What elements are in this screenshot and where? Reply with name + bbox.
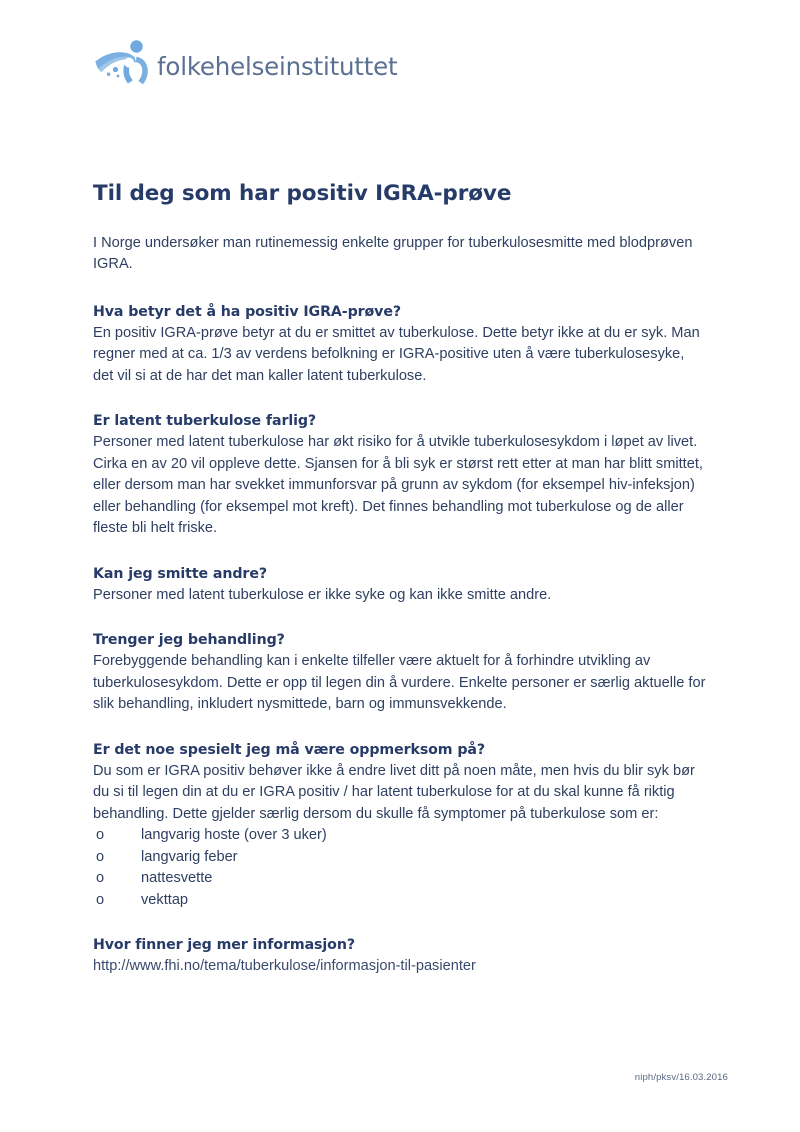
section-body: Forebyggende behandling kan i enkelte tilfeller være aktuelt for å forhindre utvikling av tuberkulosesykdom. Dette er opp til legen din å vurdere. Enkelte personer er særlig aktuelle for slik behandling, inkludert nysmittede, barn og immunsvekkende. (93, 653, 706, 713)
section-mer-informasjon (93, 935, 707, 978)
intro-paragraph: I Norge undersøker man rutinemessig enkelte grupper for tuberkulosesmitte med blodprøven IGRA. (93, 234, 693, 273)
section-trenger-behandling (93, 630, 707, 716)
section-heading: Hva betyr det å ha positiv IGRA-prøve? (93, 303, 401, 320)
section-smitte-andre (93, 564, 707, 607)
list-item-label: nattesvette (141, 870, 213, 887)
list-item-label: langvarig feber (141, 848, 238, 865)
folkehelseinstituttet-figure-icon (93, 38, 149, 90)
section-body: Personer med latent tuberkulose har økt risiko for å utvikle tuberkulosesykdom i løpet av livet. Cirka en av 20 vil oppleve dette. Sjansen for å bli syk er størst rett etter at man har blitt smittet, eller dersom man har svekket immunforsvar på grunn av sykdom (for eksempel hiv-infeksjon) eller behandling (for eksempel mot kreft). Det finnes behandling mot tuberkulose og de aller fleste bli helt friske. (93, 434, 703, 537)
section-heading: Er latent tuberkulose farlig? (93, 413, 317, 430)
section-heading: Trenger jeg behandling? (93, 632, 285, 649)
bullet-marker-icon: o (96, 870, 105, 887)
page-title: Til deg som har positiv IGRA-prøve (93, 181, 512, 206)
section-body: En positiv IGRA-prøve betyr at du er smittet av tuberkulose. Dette betyr ikke at du er syk. Man regner med at ca. 1/3 av verdens befolkning er IGRA-positive uten å være tuberkulosesyke, det vil si at de har det man kaller latent tuberkulose. (93, 324, 700, 384)
symptom-list (93, 825, 707, 911)
list-item (93, 868, 707, 890)
document-content (93, 182, 707, 978)
bullet-marker-icon: o (96, 891, 105, 908)
info-url-link[interactable]: http://www.fhi.no/tema/tuberkulose/informasjon-til-pasienter (93, 958, 476, 975)
footer-stamp: niph/pksv/16.03.2016 (634, 1072, 728, 1083)
brand-wordmark: folkehelseinstituttet (157, 51, 398, 81)
list-item (93, 847, 707, 869)
section-heading: Hvor finner jeg mer informasjon? (93, 937, 355, 954)
list-item-label: vekttap (141, 891, 189, 908)
section-heading: Er det noe spesielt jeg må være oppmerksom på? (93, 741, 485, 758)
list-item (93, 890, 707, 912)
section-body: Du som er IGRA positiv behøver ikke å endre livet ditt på noen måte, men hvis du blir syk bør du si til legen din at du er IGRA positiv / har latent tuberkulose for at du skal kunne få riktig behandling. Dette gjelder særlig dersom du skulle få symptomer på tuberkulose som er: (93, 762, 695, 822)
section-hva-betyr (93, 302, 707, 388)
list-item (93, 825, 707, 847)
list-item-label: langvarig hoste (over 3 uker) (141, 827, 327, 844)
bullet-marker-icon: o (96, 827, 105, 844)
brand-logo (93, 38, 397, 90)
section-er-latent-farlig (93, 411, 707, 540)
section-heading: Kan jeg smitte andre? (93, 565, 267, 582)
section-body: Personer med latent tuberkulose er ikke syke og kan ikke smitte andre. (93, 586, 552, 603)
bullet-marker-icon: o (96, 848, 105, 865)
section-oppmerksom-pa (93, 740, 707, 912)
